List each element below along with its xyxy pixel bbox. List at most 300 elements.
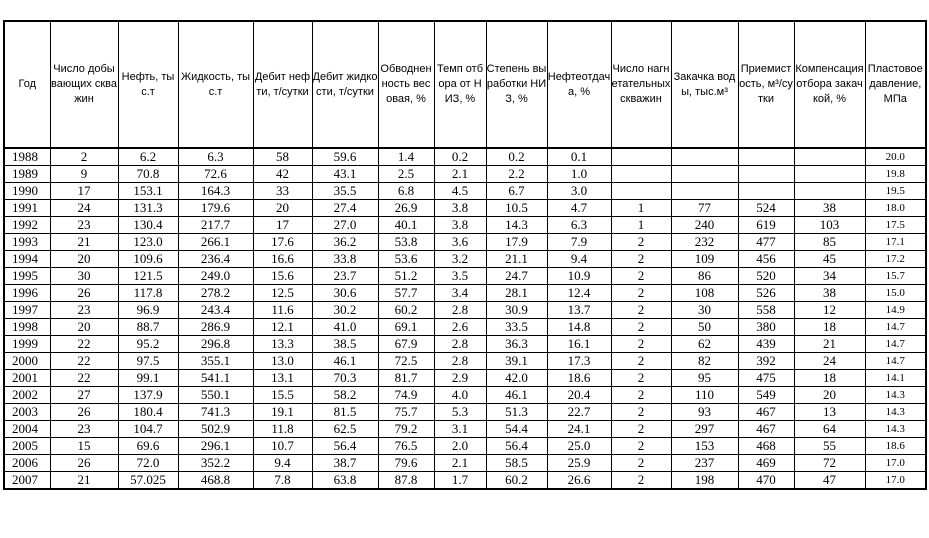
cell-injectivity: 380 (738, 319, 794, 336)
cell-water-cut: 69.1 (378, 319, 434, 336)
cell-depletion: 58.5 (486, 455, 547, 472)
cell-oil-rate: 11.8 (253, 421, 312, 438)
cell-oil-rate: 20 (253, 200, 312, 217)
cell-year: 2004 (4, 421, 50, 438)
cell-liquid-rate: 70.3 (312, 370, 378, 387)
table-row (4, 166, 926, 183)
cell-withdrawal-rate: 3.2 (434, 251, 486, 268)
cell-oil: 130.4 (118, 217, 178, 234)
cell-withdrawal-rate: 2.1 (434, 166, 486, 183)
cell-oil: 131.3 (118, 200, 178, 217)
cell-compensation: 12 (794, 302, 865, 319)
cell-water-cut: 87.8 (378, 472, 434, 490)
cell-compensation: 45 (794, 251, 865, 268)
cell-depletion: 17.9 (486, 234, 547, 251)
cell-oil-rate: 11.6 (253, 302, 312, 319)
cell-water-injection: 30 (671, 302, 738, 319)
cell-reservoir-pressure: 14.3 (865, 421, 926, 438)
cell-injection-wells: 2 (611, 387, 671, 404)
cell-producing-wells: 26 (50, 455, 118, 472)
cell-water-injection: 108 (671, 285, 738, 302)
cell-oil: 6.2 (118, 148, 178, 166)
table-row (4, 268, 926, 285)
cell-compensation: 64 (794, 421, 865, 438)
cell-year: 1991 (4, 200, 50, 217)
cell-reservoir-pressure: 19.5 (865, 183, 926, 200)
cell-oil-recovery: 1.0 (547, 166, 611, 183)
cell-injection-wells: 2 (611, 336, 671, 353)
header-oil-recovery: Нефтеотдача, % (547, 21, 611, 148)
cell-injectivity: 470 (738, 472, 794, 490)
cell-oil: 72.0 (118, 455, 178, 472)
cell-reservoir-pressure: 14.7 (865, 336, 926, 353)
cell-year: 1988 (4, 148, 50, 166)
cell-injection-wells: 2 (611, 302, 671, 319)
table-row (4, 370, 926, 387)
cell-withdrawal-rate: 0.2 (434, 148, 486, 166)
cell-year: 1998 (4, 319, 50, 336)
cell-liquid: 236.4 (178, 251, 253, 268)
cell-oil-recovery: 4.7 (547, 200, 611, 217)
cell-oil-recovery: 13.7 (547, 302, 611, 319)
table-row (4, 455, 926, 472)
cell-compensation (794, 148, 865, 166)
cell-liquid: 296.8 (178, 336, 253, 353)
cell-oil-rate: 12.5 (253, 285, 312, 302)
cell-depletion: 30.9 (486, 302, 547, 319)
cell-injection-wells: 1 (611, 217, 671, 234)
cell-depletion: 42.0 (486, 370, 547, 387)
cell-water-injection: 77 (671, 200, 738, 217)
cell-producing-wells: 27 (50, 387, 118, 404)
cell-depletion: 54.4 (486, 421, 547, 438)
cell-liquid-rate: 63.8 (312, 472, 378, 490)
cell-liquid-rate: 36.2 (312, 234, 378, 251)
cell-injectivity: 469 (738, 455, 794, 472)
cell-liquid: 6.3 (178, 148, 253, 166)
cell-withdrawal-rate: 2.8 (434, 336, 486, 353)
table-row (4, 404, 926, 421)
cell-injection-wells (611, 148, 671, 166)
cell-oil-recovery: 3.0 (547, 183, 611, 200)
cell-withdrawal-rate: 3.6 (434, 234, 486, 251)
cell-depletion: 6.7 (486, 183, 547, 200)
header-liquid: Жидкость, тыс.т (178, 21, 253, 148)
cell-compensation: 34 (794, 268, 865, 285)
cell-liquid-rate: 59.6 (312, 148, 378, 166)
cell-oil: 88.7 (118, 319, 178, 336)
cell-year: 1993 (4, 234, 50, 251)
cell-water-injection: 82 (671, 353, 738, 370)
cell-year: 2002 (4, 387, 50, 404)
table-row (4, 217, 926, 234)
cell-reservoir-pressure: 14.3 (865, 387, 926, 404)
cell-year: 1996 (4, 285, 50, 302)
cell-producing-wells: 2 (50, 148, 118, 166)
cell-water-cut: 76.5 (378, 438, 434, 455)
cell-liquid-rate: 43.1 (312, 166, 378, 183)
cell-injection-wells (611, 183, 671, 200)
cell-compensation: 85 (794, 234, 865, 251)
cell-injection-wells (611, 166, 671, 183)
cell-oil-rate: 58 (253, 148, 312, 166)
cell-liquid: 296.1 (178, 438, 253, 455)
cell-injection-wells: 2 (611, 421, 671, 438)
cell-oil-rate: 7.8 (253, 472, 312, 490)
cell-oil: 117.8 (118, 285, 178, 302)
table-row (4, 438, 926, 455)
header-oil-rate: Дебит нефти, т/сутки (253, 21, 312, 148)
table-row (4, 200, 926, 217)
cell-year: 2006 (4, 455, 50, 472)
cell-oil: 104.7 (118, 421, 178, 438)
cell-depletion: 60.2 (486, 472, 547, 490)
cell-oil-rate: 15.6 (253, 268, 312, 285)
cell-liquid-rate: 30.2 (312, 302, 378, 319)
cell-water-injection: 240 (671, 217, 738, 234)
cell-liquid: 741.3 (178, 404, 253, 421)
cell-compensation: 13 (794, 404, 865, 421)
cell-injectivity: 520 (738, 268, 794, 285)
cell-liquid-rate: 62.5 (312, 421, 378, 438)
cell-water-cut: 1.4 (378, 148, 434, 166)
cell-water-cut: 72.5 (378, 353, 434, 370)
cell-water-cut: 67.9 (378, 336, 434, 353)
cell-producing-wells: 22 (50, 336, 118, 353)
cell-water-cut: 79.6 (378, 455, 434, 472)
table-row (4, 251, 926, 268)
cell-water-injection: 110 (671, 387, 738, 404)
cell-withdrawal-rate: 2.8 (434, 302, 486, 319)
table-row (4, 387, 926, 404)
cell-water-injection (671, 148, 738, 166)
cell-oil-rate: 13.0 (253, 353, 312, 370)
cell-reservoir-pressure: 17.2 (865, 251, 926, 268)
table-row (4, 336, 926, 353)
cell-oil: 109.6 (118, 251, 178, 268)
cell-water-cut: 53.6 (378, 251, 434, 268)
cell-injectivity (738, 148, 794, 166)
table-row (4, 183, 926, 200)
cell-compensation (794, 183, 865, 200)
cell-compensation: 38 (794, 285, 865, 302)
cell-producing-wells: 24 (50, 200, 118, 217)
header-injectivity: Приемистость, м³/сутки (738, 21, 794, 148)
cell-water-cut: 57.7 (378, 285, 434, 302)
cell-compensation: 55 (794, 438, 865, 455)
cell-water-injection: 50 (671, 319, 738, 336)
cell-oil-rate: 13.1 (253, 370, 312, 387)
cell-producing-wells: 26 (50, 285, 118, 302)
cell-injection-wells: 2 (611, 353, 671, 370)
cell-depletion: 0.2 (486, 148, 547, 166)
cell-injection-wells: 2 (611, 251, 671, 268)
cell-water-injection: 93 (671, 404, 738, 421)
cell-reservoir-pressure: 17.5 (865, 217, 926, 234)
cell-compensation: 18 (794, 319, 865, 336)
header-oil: Нефть, тыс.т (118, 21, 178, 148)
cell-injection-wells: 1 (611, 200, 671, 217)
cell-reservoir-pressure: 15.0 (865, 285, 926, 302)
cell-injection-wells: 2 (611, 234, 671, 251)
cell-water-cut: 75.7 (378, 404, 434, 421)
header-injection-wells: Число нагнетательных скважин (611, 21, 671, 148)
cell-liquid-rate: 27.4 (312, 200, 378, 217)
cell-oil-rate: 33 (253, 183, 312, 200)
cell-liquid-rate: 46.1 (312, 353, 378, 370)
cell-liquid: 502.9 (178, 421, 253, 438)
cell-injectivity: 477 (738, 234, 794, 251)
table-row (4, 285, 926, 302)
cell-producing-wells: 23 (50, 421, 118, 438)
cell-compensation: 72 (794, 455, 865, 472)
cell-year: 1992 (4, 217, 50, 234)
cell-liquid-rate: 56.4 (312, 438, 378, 455)
cell-water-cut: 2.5 (378, 166, 434, 183)
cell-injectivity: 467 (738, 404, 794, 421)
header-water-injection: Закачка воды, тыс.м³ (671, 21, 738, 148)
table-row (4, 353, 926, 370)
cell-oil: 153.1 (118, 183, 178, 200)
cell-withdrawal-rate: 2.9 (434, 370, 486, 387)
cell-producing-wells: 20 (50, 319, 118, 336)
cell-oil-recovery: 18.6 (547, 370, 611, 387)
cell-year: 1994 (4, 251, 50, 268)
cell-reservoir-pressure: 15.7 (865, 268, 926, 285)
cell-oil: 99.1 (118, 370, 178, 387)
cell-reservoir-pressure: 19.8 (865, 166, 926, 183)
cell-water-injection: 232 (671, 234, 738, 251)
cell-producing-wells: 21 (50, 472, 118, 490)
cell-water-injection: 237 (671, 455, 738, 472)
cell-liquid-rate: 35.5 (312, 183, 378, 200)
cell-producing-wells: 21 (50, 234, 118, 251)
cell-liquid-rate: 81.5 (312, 404, 378, 421)
cell-oil: 70.8 (118, 166, 178, 183)
cell-oil-recovery: 7.9 (547, 234, 611, 251)
cell-reservoir-pressure: 18.6 (865, 438, 926, 455)
header-producing-wells: Число добывающих скважин (50, 21, 118, 148)
cell-producing-wells: 15 (50, 438, 118, 455)
cell-injection-wells: 2 (611, 268, 671, 285)
cell-oil-recovery: 25.9 (547, 455, 611, 472)
cell-oil-recovery: 10.9 (547, 268, 611, 285)
cell-withdrawal-rate: 1.7 (434, 472, 486, 490)
cell-injectivity: 526 (738, 285, 794, 302)
cell-liquid-rate: 41.0 (312, 319, 378, 336)
cell-oil: 69.6 (118, 438, 178, 455)
cell-oil-rate: 12.1 (253, 319, 312, 336)
cell-oil-recovery: 22.7 (547, 404, 611, 421)
cell-year: 2001 (4, 370, 50, 387)
cell-liquid: 352.2 (178, 455, 253, 472)
cell-water-cut: 53.8 (378, 234, 434, 251)
cell-injectivity (738, 166, 794, 183)
cell-reservoir-pressure: 14.7 (865, 319, 926, 336)
cell-depletion: 21.1 (486, 251, 547, 268)
cell-injection-wells: 2 (611, 370, 671, 387)
cell-producing-wells: 20 (50, 251, 118, 268)
cell-liquid: 286.9 (178, 319, 253, 336)
cell-withdrawal-rate: 3.5 (434, 268, 486, 285)
cell-oil: 137.9 (118, 387, 178, 404)
cell-year: 1990 (4, 183, 50, 200)
cell-compensation: 18 (794, 370, 865, 387)
cell-oil: 97.5 (118, 353, 178, 370)
cell-oil: 96.9 (118, 302, 178, 319)
cell-liquid: 550.1 (178, 387, 253, 404)
cell-injection-wells: 2 (611, 319, 671, 336)
cell-injection-wells: 2 (611, 472, 671, 490)
cell-compensation: 47 (794, 472, 865, 490)
cell-withdrawal-rate: 2.6 (434, 319, 486, 336)
cell-reservoir-pressure: 14.9 (865, 302, 926, 319)
cell-reservoir-pressure: 14.1 (865, 370, 926, 387)
header-reservoir-pressure: Пластовое давление, МПа (865, 21, 926, 148)
cell-withdrawal-rate: 5.3 (434, 404, 486, 421)
cell-oil-rate: 13.3 (253, 336, 312, 353)
cell-oil-rate: 15.5 (253, 387, 312, 404)
cell-reservoir-pressure: 14.3 (865, 404, 926, 421)
cell-water-cut: 74.9 (378, 387, 434, 404)
cell-water-cut: 81.7 (378, 370, 434, 387)
cell-liquid-rate: 23.7 (312, 268, 378, 285)
cell-liquid-rate: 30.6 (312, 285, 378, 302)
cell-water-cut: 60.2 (378, 302, 434, 319)
cell-compensation: 103 (794, 217, 865, 234)
table-row (4, 421, 926, 438)
cell-liquid-rate: 58.2 (312, 387, 378, 404)
cell-compensation: 38 (794, 200, 865, 217)
cell-injectivity (738, 183, 794, 200)
cell-liquid: 217.7 (178, 217, 253, 234)
cell-oil-recovery: 20.4 (547, 387, 611, 404)
cell-oil-recovery: 17.3 (547, 353, 611, 370)
cell-water-injection: 95 (671, 370, 738, 387)
cell-water-injection: 109 (671, 251, 738, 268)
cell-reservoir-pressure: 17.0 (865, 455, 926, 472)
cell-compensation (794, 166, 865, 183)
cell-year: 2000 (4, 353, 50, 370)
cell-year: 2003 (4, 404, 50, 421)
table-row (4, 234, 926, 251)
cell-liquid: 278.2 (178, 285, 253, 302)
cell-depletion: 28.1 (486, 285, 547, 302)
cell-injection-wells: 2 (611, 438, 671, 455)
cell-oil-recovery: 9.4 (547, 251, 611, 268)
cell-liquid: 266.1 (178, 234, 253, 251)
cell-water-injection: 297 (671, 421, 738, 438)
cell-liquid: 468.8 (178, 472, 253, 490)
cell-injection-wells: 2 (611, 404, 671, 421)
cell-reservoir-pressure: 17.1 (865, 234, 926, 251)
cell-depletion: 10.5 (486, 200, 547, 217)
cell-water-cut: 79.2 (378, 421, 434, 438)
cell-withdrawal-rate: 2.1 (434, 455, 486, 472)
table-row (4, 148, 926, 166)
cell-compensation: 20 (794, 387, 865, 404)
cell-oil-recovery: 16.1 (547, 336, 611, 353)
cell-oil: 123.0 (118, 234, 178, 251)
cell-liquid-rate: 33.8 (312, 251, 378, 268)
cell-depletion: 46.1 (486, 387, 547, 404)
cell-liquid: 72.6 (178, 166, 253, 183)
cell-injectivity: 468 (738, 438, 794, 455)
cell-withdrawal-rate: 3.8 (434, 217, 486, 234)
cell-reservoir-pressure: 18.0 (865, 200, 926, 217)
cell-injectivity: 619 (738, 217, 794, 234)
cell-water-injection: 198 (671, 472, 738, 490)
cell-withdrawal-rate: 3.4 (434, 285, 486, 302)
cell-water-injection (671, 183, 738, 200)
cell-liquid: 249.0 (178, 268, 253, 285)
cell-year: 1997 (4, 302, 50, 319)
cell-withdrawal-rate: 2.0 (434, 438, 486, 455)
cell-producing-wells: 9 (50, 166, 118, 183)
cell-compensation: 21 (794, 336, 865, 353)
cell-liquid-rate: 38.5 (312, 336, 378, 353)
cell-liquid-rate: 38.7 (312, 455, 378, 472)
cell-water-injection: 62 (671, 336, 738, 353)
cell-liquid-rate: 27.0 (312, 217, 378, 234)
header-row (4, 21, 926, 148)
cell-withdrawal-rate: 4.0 (434, 387, 486, 404)
cell-water-cut: 51.2 (378, 268, 434, 285)
cell-oil-rate: 19.1 (253, 404, 312, 421)
cell-injectivity: 439 (738, 336, 794, 353)
cell-depletion: 2.2 (486, 166, 547, 183)
cell-injectivity: 549 (738, 387, 794, 404)
header-depletion: Степень выработки НИЗ, % (486, 21, 547, 148)
cell-oil-rate: 42 (253, 166, 312, 183)
cell-liquid: 355.1 (178, 353, 253, 370)
cell-oil-rate: 17.6 (253, 234, 312, 251)
cell-liquid: 243.4 (178, 302, 253, 319)
cell-depletion: 14.3 (486, 217, 547, 234)
production-table (3, 20, 927, 490)
cell-injectivity: 524 (738, 200, 794, 217)
cell-oil-recovery: 12.4 (547, 285, 611, 302)
cell-year: 1989 (4, 166, 50, 183)
cell-oil-recovery: 24.1 (547, 421, 611, 438)
cell-oil-rate: 9.4 (253, 455, 312, 472)
cell-reservoir-pressure: 20.0 (865, 148, 926, 166)
cell-depletion: 51.3 (486, 404, 547, 421)
cell-injection-wells: 2 (611, 455, 671, 472)
cell-compensation: 24 (794, 353, 865, 370)
cell-injectivity: 467 (738, 421, 794, 438)
header-water-cut: Обводненность весовая, % (378, 21, 434, 148)
cell-oil-rate: 17 (253, 217, 312, 234)
cell-water-cut: 6.8 (378, 183, 434, 200)
cell-producing-wells: 17 (50, 183, 118, 200)
cell-year: 2005 (4, 438, 50, 455)
cell-oil: 95.2 (118, 336, 178, 353)
cell-liquid: 164.3 (178, 183, 253, 200)
cell-withdrawal-rate: 3.1 (434, 421, 486, 438)
table-row (4, 302, 926, 319)
cell-oil-recovery: 26.6 (547, 472, 611, 490)
cell-injectivity: 456 (738, 251, 794, 268)
cell-water-cut: 40.1 (378, 217, 434, 234)
cell-water-cut: 26.9 (378, 200, 434, 217)
cell-year: 1995 (4, 268, 50, 285)
cell-water-injection: 153 (671, 438, 738, 455)
cell-depletion: 24.7 (486, 268, 547, 285)
cell-oil: 57.025 (118, 472, 178, 490)
cell-injectivity: 475 (738, 370, 794, 387)
cell-producing-wells: 22 (50, 370, 118, 387)
